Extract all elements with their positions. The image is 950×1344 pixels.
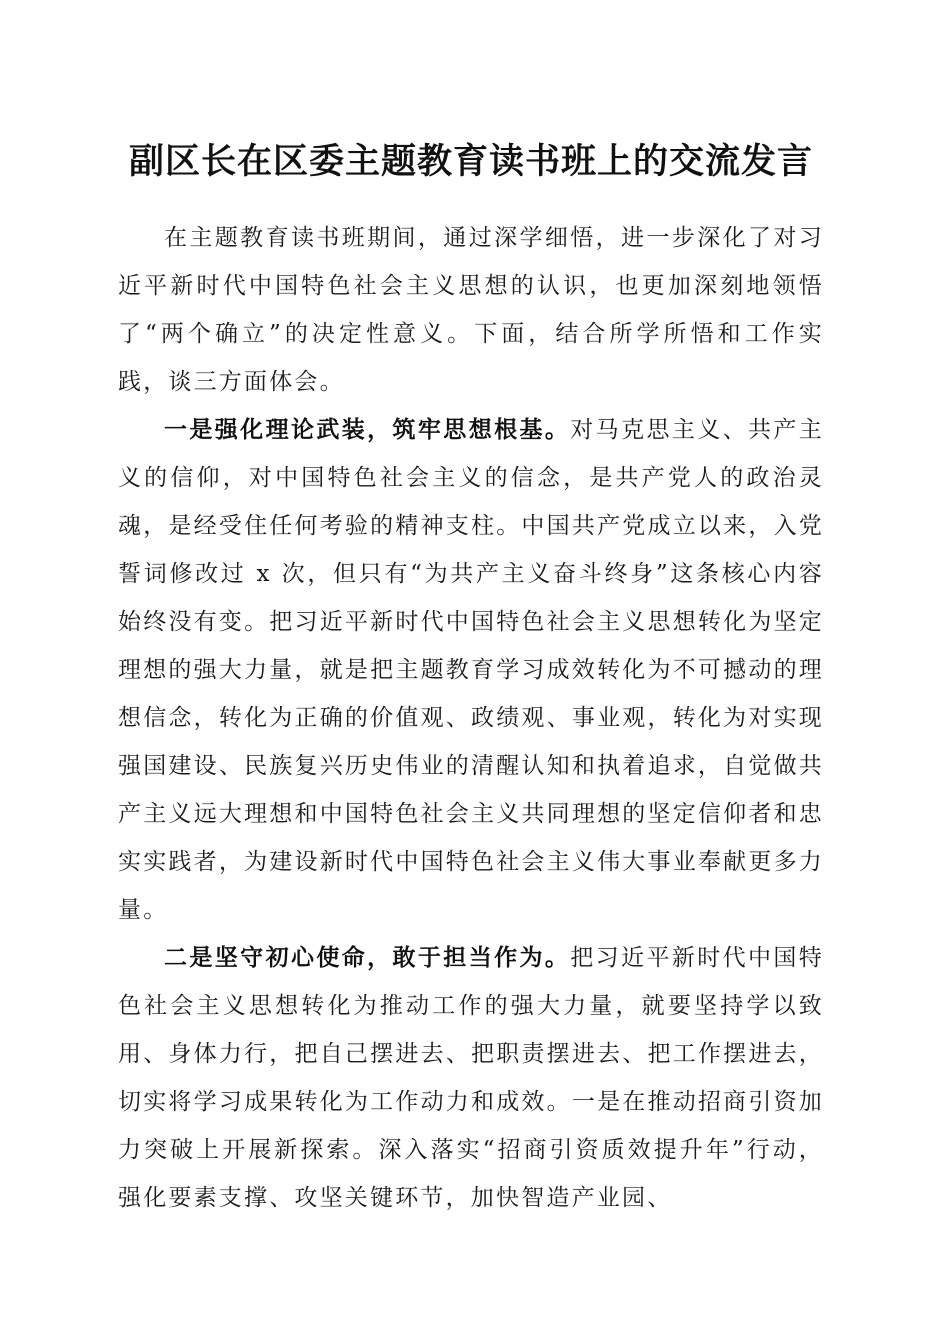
paragraph-text: 对马克思主义、共产主义的信仰，对中国特色社会主义的信念，是共产党人的政治灵魂，是经受住任何考验的精神支柱。中国共产党成立以来，入党誓词修改过 x 次，但只有“为共产主义奋斗终身”这条核心内容始终没有变。把习近平新时代中国特色社会主义思想转化为坚定理想的强大力量，就是把主题教育学习成效转化为不可撼动的理想信念，转化为正确的价值观、政绩观、事业观，转化为对实现强国建设、民族复兴历史伟业的清醒认知和执着追求，自觉做共产主义远大理想和中国特色社会主义共同理想的坚定信仰者和忠实实践者，为建设新时代中国特色社会主义伟大事业奉献更多力量。: [118, 417, 825, 923]
paragraph-text: 把习近平新时代中国特色社会主义思想转化为推动工作的强大力量，就要坚持学以致用、身体力行，把自己摆进去、把职责摆进去、把工作摆进去，切实将学习成果转化为工作动力和成效。一是在推动招商引资加力突破上开展新探索。深入落实“招商引资质效提升年”行动，强化要素支撑、攻坚关键环节，加快智造产业园、: [118, 945, 825, 1211]
paragraph-lead-heading: 二是坚守初心使命，敢于担当作为。: [164, 944, 571, 971]
paragraph-text: 在主题教育读书班期间，通过深学细悟，进一步深化了对习近平新时代中国特色社会主义思想的认识，也更加深刻地领悟了“两个确立”的决定性意义。下面，结合所学所悟和工作实践，谈三方面体会。: [118, 225, 824, 395]
document-title: 副区长在区委主题教育读书班上的交流发言: [128, 141, 813, 182]
paragraph-lead-heading: 一是强化理论武装，筑牢思想根基。: [164, 416, 571, 443]
paragraph-intro: [118, 214, 824, 406]
paragraph-point-two: [118, 934, 824, 1222]
document-page: [118, 0, 824, 1222]
document-body: [118, 214, 824, 1222]
paragraph-point-one: [118, 406, 824, 934]
